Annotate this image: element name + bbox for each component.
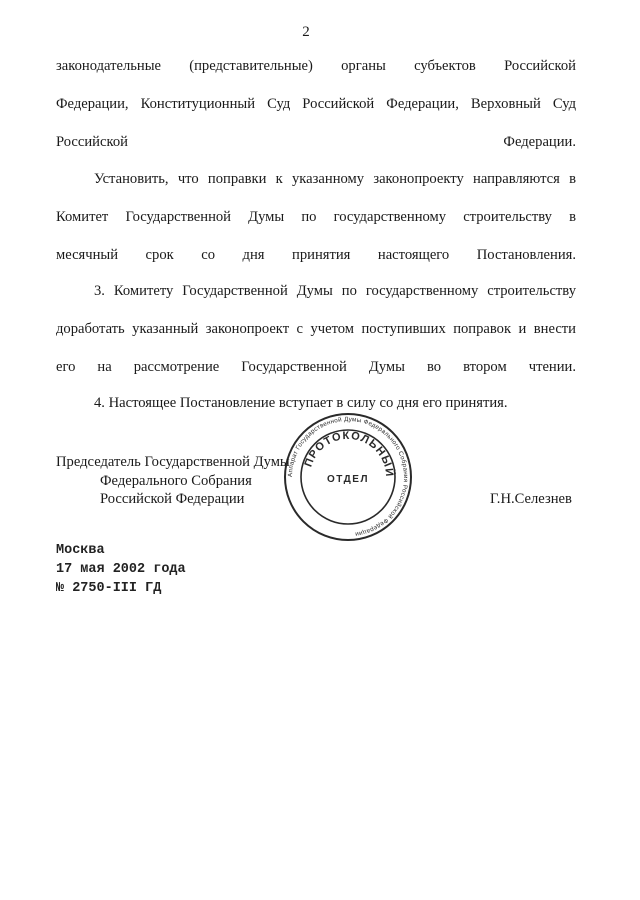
document-number: № 2750-III ГД: [56, 581, 162, 596]
signatory-title-line-2: Федерального Собрания: [100, 473, 252, 489]
paragraph-2: [56, 160, 576, 274]
paragraph-4-line-1: 4. Настоящее Постановление вступает в силу со дня его принятия.: [94, 395, 508, 411]
document-date: 17 мая 2002 года: [56, 562, 186, 577]
paragraph-3: [56, 272, 576, 386]
page-number: 2: [302, 24, 310, 40]
stamp-outer-text: Аппарат Государственной Думы Федерального Собрания Российской Федерации: [286, 415, 410, 538]
paragraph-1: [56, 47, 576, 161]
signatory-title-line-1: Председатель Государственной Думы: [56, 454, 290, 470]
paragraph-1-line-2: Федерации, Конституционный Суд Российской Федерации, Верховный Суд: [56, 96, 576, 112]
paragraph-1-line-1: законодательные (представительные) органы субъектов Российской: [56, 58, 576, 74]
stamp-center-text: ОТДЕЛ: [327, 474, 369, 485]
signatory-title-line-3: Российской Федерации: [100, 491, 245, 507]
paragraph-1-line-3: Российской Федерации.: [56, 134, 576, 150]
city: Москва: [56, 543, 105, 558]
paragraph-3-line-2: доработать указанный законопроект с учетом поступивших поправок и внести: [56, 321, 576, 337]
paragraph-3-line-1: 3. Комитету Государственной Думы по государственному строительству: [94, 283, 576, 299]
paragraph-2-line-2: Комитет Государственной Думы по государственному строительству в: [56, 209, 576, 225]
official-stamp: [283, 412, 413, 542]
signatory-name: Г.Н.Селезнев: [490, 491, 572, 507]
paragraph-3-line-3: его на рассмотрение Государственной Думы во втором чтении.: [56, 359, 576, 375]
paragraph-2-line-1: Установить, что поправки к указанному законопроекту направляются в: [94, 171, 576, 187]
paragraph-2-line-3: месячный срок со дня принятия настоящего Постановления.: [56, 247, 576, 263]
stamp-inner-text: ПРОТОКОЛЬНЫЙ: [302, 429, 396, 479]
